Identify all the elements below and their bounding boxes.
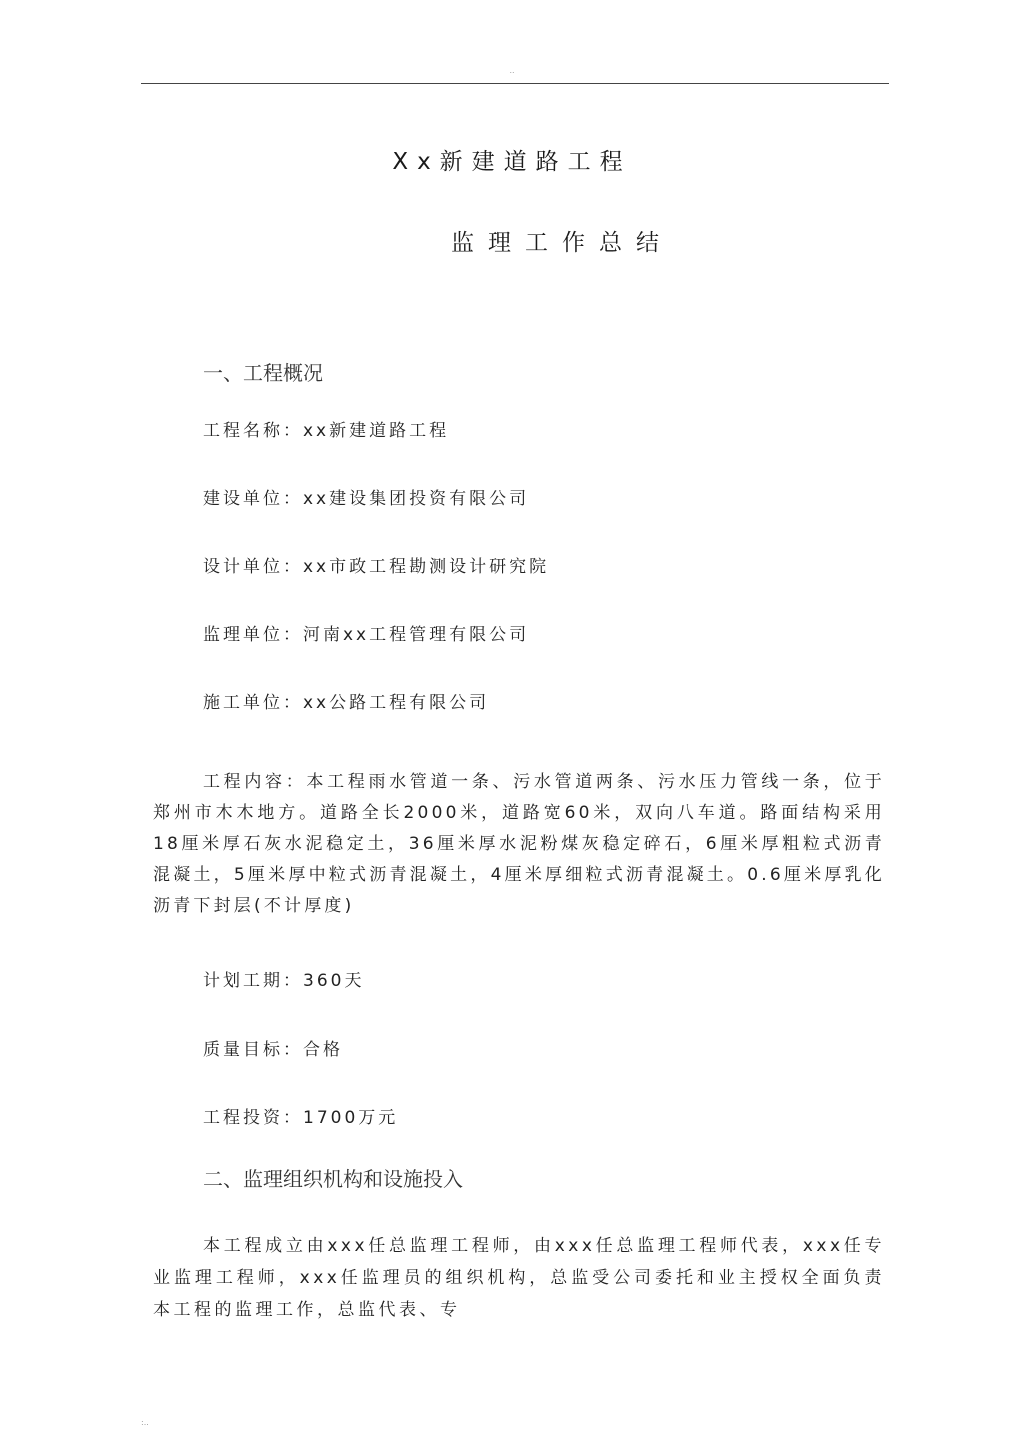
field-planned-duration: 计划工期：360天 <box>203 971 365 991</box>
organization-paragraph: 本工程成立由xxx任总监理工程师，由xxx任总监理工程师代表，xxx任专业监理工程师，xxx任监理员的组织机构，总监受公司委托和业主授权全面负责本工程的监理工作，总监代表、专 <box>153 1236 885 1320</box>
header-mark: .. <box>509 66 515 75</box>
field-supervision-unit: 监理单位：河南xx工程管理有限公司 <box>203 625 530 645</box>
header-rule <box>141 83 889 84</box>
field-contractor-unit: 施工单位：xx公路工程有限公司 <box>203 693 490 713</box>
document-title: Xx新建道路工程 <box>392 149 632 175</box>
field-quality-target: 质量目标：合格 <box>203 1040 343 1060</box>
project-content-paragraph: 工程内容：本工程雨水管道一条、污水管道两条、污水压力管线一条，位于郑州市木木地方。道路全长2000米，道路宽60米，双向八车道。路面结构采用18厘米厚石灰水泥稳定土，36厘米厚水泥粉煤灰稳定碎石，6厘米厚粗粒式沥青混凝土，5厘米厚中粒式沥青混凝土，4厘米厚细粒式沥青混凝土。0.6厘米厚乳化沥青下封层(不计厚度) <box>153 772 885 916</box>
footer-mark: :.. <box>141 1418 149 1427</box>
field-design-unit: 设计单位：xx市政工程勘测设计研究院 <box>203 557 550 577</box>
field-construction-unit: 建设单位：xx建设集团投资有限公司 <box>203 489 530 509</box>
field-project-name: 工程名称：xx新建道路工程 <box>203 421 450 441</box>
section-heading-organization: 二、监理组织机构和设施投入 <box>203 1167 463 1191</box>
document-subtitle: 监理工作总结 <box>451 230 673 256</box>
section-heading-overview: 一、工程概况 <box>203 361 323 385</box>
field-investment: 工程投资：1700万元 <box>203 1108 399 1128</box>
